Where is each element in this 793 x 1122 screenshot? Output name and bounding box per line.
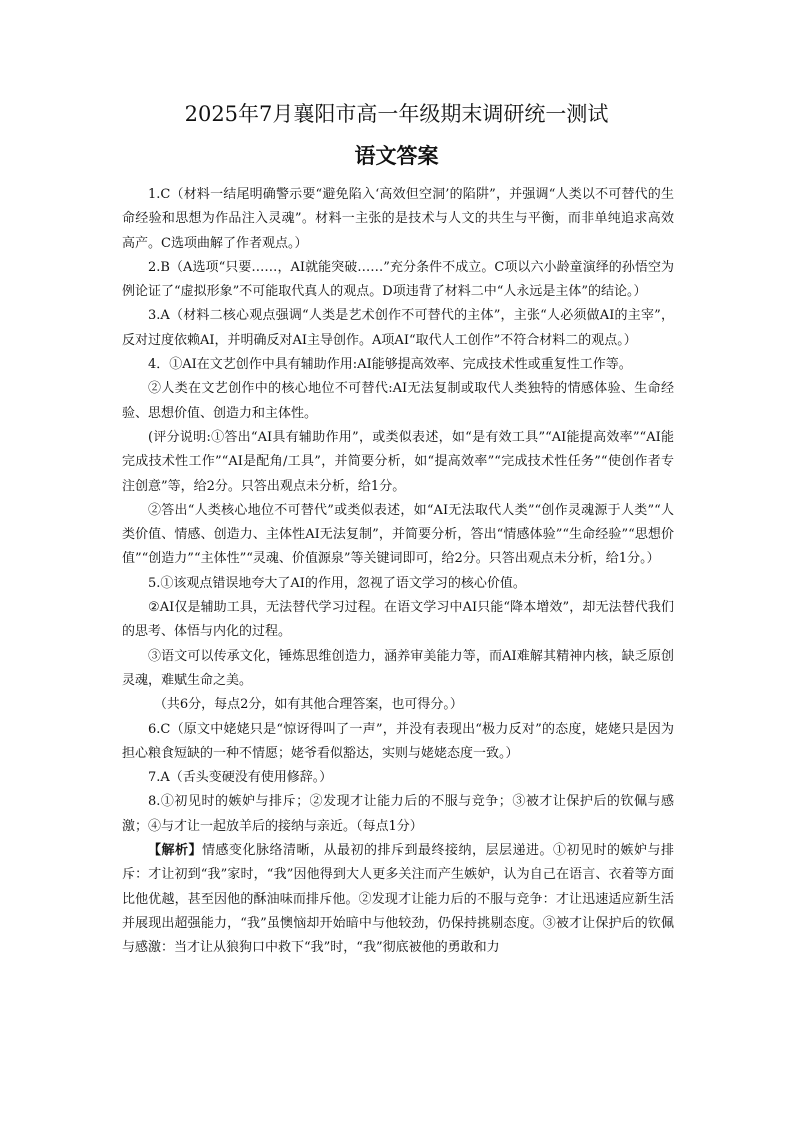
analysis-text: 情感变化脉络清晰，从最初的排斥到最终接纳，层层递进。①初见时的嫉妒与排斥：才让初到“我”家时，“我”因他得到大人更多关注而产生嫉妒，认为自己在语言、衣着等方面比他优越，甚至因他的酥油味而排斥他。②发现才让能力后的不服与竞争：才让迅速适应新生活并展现出超强能力，“我”虽懊恼却开始暗中与他较劲，仍保持挑剔态度。③被才让保护后的钦佩与感激：当才让从狼狗口中救下“我”时，“我”彻底被他的勇敢和力 — [122, 843, 674, 956]
answer-q7: 7.A（舌头变硬没有使用修辞。） — [148, 770, 333, 786]
page-title: 2025年7月襄阳市高一年级期末调研统一测试 — [184, 102, 609, 126]
answer-q5-scoring: （共6分，每点2分，如有其他合理答案，也可得分。） — [153, 697, 463, 713]
answer-q2: 2.B（A选项“只要……，AI就能突破……”充分条件不成立。C项以六小龄童演绎的孙悟空为例论证了“虚拟形象”不可能取代真人的观点。D项违背了材料二中“人永远是主体”的结论。） — [122, 259, 674, 300]
answer-q4-scoring-note-2: ②答出“人类核心地位不可替代”或类似表述，如“AI无法取代人类”“创作灵魂源于人类”“人类价值、情感、创造力、主体性AI无法复制”，并简要分析，答出“情感体验”“生命经验”“思想价值”“创造力”“主体性”“灵魂、价值源泉”等关键词即可，给2分。只答出观点未分析，给1分。） — [122, 502, 674, 567]
answer-q5-point1: 5.①该观点错误地夸大了AI的作用，忽视了语文学习的核心价值。 — [148, 575, 526, 591]
answer-q1: 1.C（材料一结尾明确警示要“避免陷入‘高效但空洞’的陷阱”，并强调“人类以不可替代的生命经验和思想为作品注入灵魂”。材料一主张的是技术与人文的共生与平衡，而非单纯追求高效高产。C选项曲解了作者观点。） — [122, 187, 674, 251]
answer-q4-scoring-note: (评分说明:①答出“AI具有辅助作用”，或类似表述，如“是有效工具”“AI能提高效率”“AI能完成技术性工作”“AI是配角/工具”，并简要分析，如“提高效率”“完成技术性任务”“使创作者专注创意”等，给2分。只答出观点未分析，给1分。 — [122, 429, 674, 494]
answer-q3: 3.A（材料二核心观点强调“人类是艺术创作不可替代的主体”，主张“人必须做AI的主宰”，反对过度依赖AI，并明确反对AI主导创作。A项AI“取代人工创作”不符合材料二的观点。） — [122, 308, 674, 348]
answer-body — [122, 183, 674, 961]
answer-q8: 8.①初见时的嫉妒与排斥；②发现才让能力后的不服与竞争；③被才让保护后的钦佩与感激；④与才让一起放羊后的接纳与亲近。（每点1分） — [122, 794, 674, 834]
answer-q5-point2: ②AI仅是辅助工具，无法替代学习过程。在语文学习中AI只能“降本增效”，却无法替代我们的思考、体悟与内化的过程。 — [122, 600, 674, 640]
answer-q4-point2: ②人类在文艺创作中的核心地位不可替代:AI无法复制或取代人类独特的情感体验、生命经验、思想价值、创造力和主体性。 — [122, 381, 674, 421]
analysis-tag: 【解析】 — [148, 843, 202, 859]
answer-q6: 6.C（原文中姥姥只是“惊讶得叫了一声”，并没有表现出“极力反对”的态度，姥姥只是因为担心粮食短缺的一种不情愿；姥爷看似豁达，实则与姥姥态度一致。） — [122, 721, 674, 761]
page-subtitle: 语文答案 — [354, 143, 439, 168]
answer-q4-point1: 4．①AI在文艺创作中具有辅助作用:AI能够提高效率、完成技术性或重复性工作等。 — [148, 357, 632, 373]
answer-q8-analysis — [122, 839, 674, 960]
answer-q5-point3: ③语文可以传承文化，锤炼思维创造力，涵养审美能力等，而AI难解其精神内核，缺乏原创灵魂，难赋生命之美。 — [122, 648, 674, 688]
